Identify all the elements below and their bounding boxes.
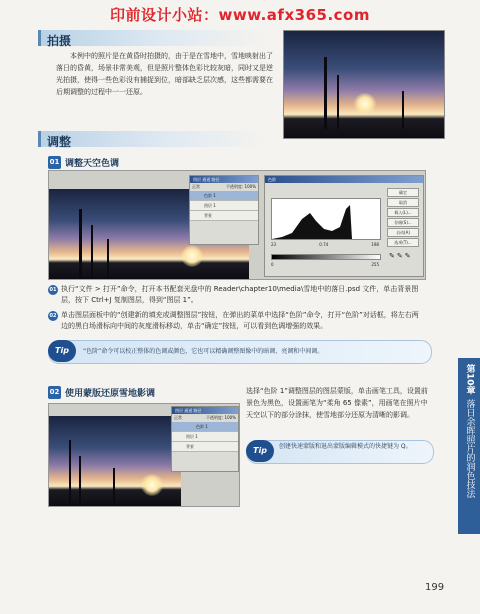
pole — [91, 225, 93, 279]
sunset-photo — [283, 30, 445, 139]
options-button[interactable]: 选项(T)... — [387, 238, 419, 247]
layer-row[interactable]: 图层 1 — [190, 201, 258, 211]
pole — [337, 75, 339, 129]
tip-label: Tip — [246, 440, 274, 462]
page-number: 199 — [425, 582, 445, 593]
mask-screenshot — [48, 403, 240, 507]
sun — [181, 245, 203, 267]
tip-box — [246, 440, 434, 464]
levels-dialog — [264, 175, 424, 277]
section-title: 拍摄 — [47, 34, 72, 48]
save-button[interactable]: 存储(S)... — [387, 218, 419, 227]
pole — [69, 440, 71, 506]
pole — [324, 57, 327, 129]
instruction-number: 01 — [49, 287, 57, 293]
layers-panel-tabs: 图层 通道 路径 — [190, 176, 258, 183]
eyedropper-icons[interactable]: ✎✎✎ — [389, 252, 413, 260]
pole — [79, 209, 82, 279]
load-button[interactable]: 载入(L)... — [387, 208, 419, 217]
instruction-number: 02 — [49, 313, 57, 319]
output-gradient — [271, 254, 381, 260]
sun — [354, 93, 376, 115]
layer-row[interactable]: 背景 — [190, 211, 258, 221]
opacity-field[interactable]: 不透明度: 100% — [225, 184, 256, 189]
blend-mode-select[interactable]: 正常 — [192, 184, 200, 189]
opacity-field[interactable]: 不透明度: 100% — [205, 415, 236, 420]
ok-button[interactable]: 确定 — [387, 188, 419, 197]
layers-panel-tabs: 图层 通道 路径 — [172, 407, 238, 414]
pole — [107, 239, 109, 279]
section-header-adjust — [38, 131, 266, 147]
histogram-graph — [272, 199, 380, 239]
working-photo — [49, 416, 181, 506]
blend-mode-select[interactable]: 正常 — [174, 415, 182, 420]
pole — [79, 456, 81, 506]
output-levels[interactable]: 0 255 — [271, 262, 379, 267]
pole — [113, 468, 115, 506]
levels-dialog-title: 色阶 — [265, 176, 423, 183]
step-title: 使用蒙版还原雪地影调 — [65, 389, 156, 399]
step2-paragraph: 选择“色阶 1”调整图层的图层蒙版，单击画笔工具，设置前景色为黑色，设置画笔为“柔角 65 像素”，用画笔在照片中天空以下的部分涂抹，使雪地部分还原为清晰的影调。 — [246, 387, 428, 419]
histogram — [271, 198, 381, 240]
pole — [402, 91, 404, 129]
layers-panel — [171, 406, 239, 472]
step-badge: 02 — [48, 386, 61, 399]
instruction-2 — [48, 310, 424, 332]
instruction-text: 执行“文件 > 打开”命令，打开本书配套光盘中的 Reader\chapter10\media\雪地中的落日.psd 文件，单击背景图层，按下 Ctrl+J 复制图层，得到“图层 1”。 — [61, 285, 419, 304]
instruction-text: 单击图层面板中的“创建新的填充或调整图层”按钮，在弹出的菜单中选择“色阶”命令，打开“色阶”对话框，将左右两边的黑白场滑标向中间的灰度滑标移动，单击“确定”按钮，可以看到色调增强的效果。 — [61, 311, 419, 330]
step-badge: 01 — [48, 156, 61, 169]
step-title: 调整天空色调 — [65, 159, 120, 169]
chapter-side-tab — [458, 358, 480, 534]
intro-paragraph: 本例中的照片是在黄昏时拍摄的，由于是在雪地中，雪地映射出了落日的昏黄，场景非常美观，但是照片整体色彩比较灰暗，同时又是逆光拍摄，使得一些色彩没有捕捉到位，暗部缺乏层次感，这些都需要在后期调整的过程中一一还原。 — [56, 52, 273, 96]
photoshop-screenshot — [48, 170, 426, 280]
chapter-title: 落日余晖照片的润色技法 — [464, 398, 475, 498]
auto-button[interactable]: 自动(A) — [387, 228, 419, 237]
layer-row[interactable]: 图层 1 — [172, 432, 238, 442]
watermark: 印前设计小站：www.afx365.com — [110, 6, 370, 24]
layer-row[interactable]: 色阶 1 — [172, 422, 238, 432]
tip-label: Tip — [48, 340, 76, 362]
section-header-shooting — [38, 30, 266, 46]
layer-row[interactable]: 背景 — [172, 442, 238, 452]
input-levels[interactable]: 23 0.74 198 — [271, 242, 379, 247]
sun — [141, 474, 163, 496]
layers-panel — [189, 175, 259, 245]
tip-box — [48, 340, 432, 364]
chapter-number: 第10章 — [464, 364, 475, 395]
section-title: 调整 — [47, 135, 72, 149]
tip-text: 创建快速蒙版和退出蒙版编辑模式的快捷键为 Q。 — [279, 443, 412, 450]
cancel-button[interactable]: 取消 — [387, 198, 419, 207]
tip-text: “色阶”命令可以校正整体的色调或颜色，它也可以精确调整图像中的暗调、亮调和中间调。 — [83, 348, 324, 355]
instruction-1 — [48, 284, 424, 306]
layer-row[interactable]: 色阶 1 — [190, 191, 258, 201]
